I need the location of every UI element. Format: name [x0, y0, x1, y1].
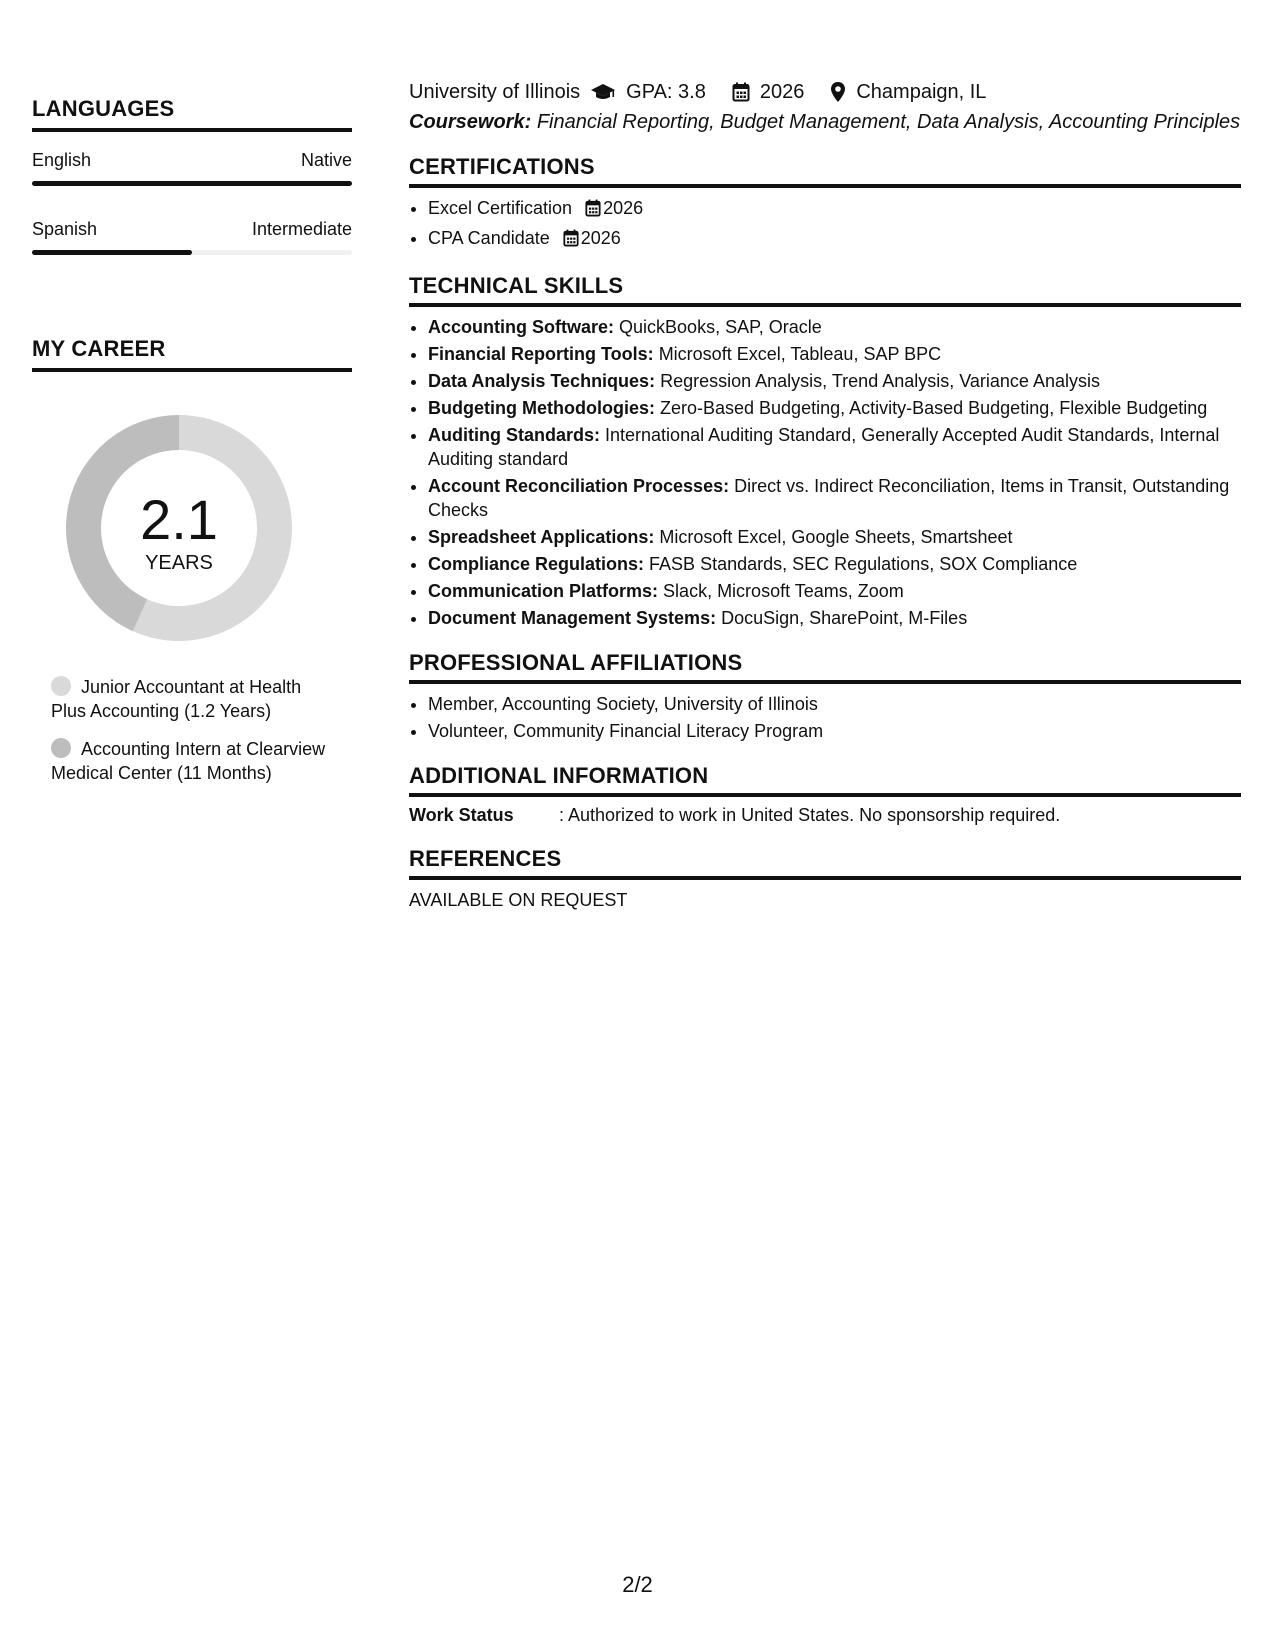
- skill-item: [428, 396, 1241, 420]
- skill-item: [428, 315, 1241, 339]
- coursework-label: Coursework:: [409, 111, 532, 133]
- affiliation-item: • Member, Accounting Society, University of Illinois: [428, 692, 1241, 716]
- certification-item: [428, 226, 1241, 253]
- skill-label: Data Analysis Techniques:: [428, 371, 656, 391]
- affiliation-item: • Volunteer, Community Financial Literacy Program: [428, 719, 1241, 743]
- graduation-cap-icon: [590, 82, 616, 102]
- skill-item: [428, 552, 1241, 576]
- language-proficiency-bar: [32, 181, 352, 186]
- certification-name: Excel Certification: [428, 198, 573, 218]
- work-status-label: Work Status: [409, 805, 514, 825]
- additional-info-heading: ADDITIONAL INFORMATION: [409, 763, 1241, 797]
- references-section: [409, 846, 1241, 911]
- skill-value: DocuSign, SharePoint, M-Files: [721, 608, 968, 628]
- coursework: [409, 110, 1241, 134]
- certification-year: 2026: [603, 198, 644, 218]
- skill-item: [428, 606, 1241, 630]
- skill-label: Communication Platforms:: [428, 581, 659, 601]
- right-column: [409, 78, 1241, 911]
- career-role-label: Junior Accountant at Health Plus Accounting (1.2 Years): [51, 677, 302, 721]
- additional-info-section: [409, 763, 1241, 826]
- certifications-section: [409, 154, 1241, 253]
- language-proficiency-fill: [32, 250, 192, 255]
- skill-value: QuickBooks, SAP, Oracle: [619, 317, 822, 337]
- location-pin-icon: [830, 81, 846, 103]
- skill-item: [428, 579, 1241, 603]
- legend-dot: [51, 676, 71, 696]
- technical-skills-heading: TECHNICAL SKILLS: [409, 273, 1241, 307]
- work-status-row: [409, 805, 1241, 826]
- languages-heading: LANGUAGES: [32, 96, 352, 132]
- skill-label: Auditing Standards:: [428, 425, 600, 445]
- skill-value: Regression Analysis, Trend Analysis, Variance Analysis: [660, 371, 1100, 391]
- coursework-text: Financial Reporting, Budget Management, Data Analysis, Accounting Principles: [536, 111, 1241, 133]
- career-total-unit: YEARS: [145, 552, 213, 574]
- language-proficiency-fill: [32, 181, 352, 186]
- career-legend-item: [51, 675, 341, 723]
- skill-label: Accounting Software:: [428, 317, 615, 337]
- skill-value: Microsoft Excel, Tableau, SAP BPC: [658, 344, 942, 364]
- graduation-year: 2026: [759, 80, 805, 103]
- language-level: Intermediate: [251, 219, 352, 239]
- skill-label: Account Reconciliation Processes:: [428, 476, 730, 496]
- affiliations-heading: PROFESSIONAL AFFILIATIONS: [409, 650, 1241, 684]
- skill-item: [428, 423, 1241, 471]
- references-text: AVAILABLE ON REQUEST: [409, 890, 628, 910]
- certifications-heading: CERTIFICATIONS: [409, 154, 1241, 188]
- career-legend-item: [51, 737, 341, 785]
- work-status-value: : Authorized to work in United States. No sponsorship required.: [559, 805, 1061, 825]
- calendar-icon: [585, 199, 601, 223]
- skill-value: Direct vs. Indirect Reconciliation, Items in Transit, Outstanding Checks: [428, 476, 1230, 520]
- skill-item: [428, 369, 1241, 393]
- skill-label: Spreadsheet Applications:: [428, 527, 655, 547]
- gpa: GPA: 3.8: [626, 80, 706, 103]
- language-name: Spanish: [32, 219, 98, 239]
- skill-value: FASB Standards, SEC Regulations, SOX Compliance: [649, 554, 1078, 574]
- technical-skills-section: [409, 273, 1241, 630]
- language-item-spanish: [32, 219, 352, 255]
- school-name: University of Illinois: [409, 80, 581, 103]
- skill-value: International Auditing Standard, Generally Accepted Audit Standards, Internal Auditing standard: [428, 425, 1220, 469]
- career-total-value: 2.1: [140, 488, 218, 551]
- skill-label: Financial Reporting Tools:: [428, 344, 654, 364]
- location: Champaign, IL: [856, 80, 987, 103]
- skill-item: [428, 342, 1241, 366]
- certification-item: [428, 196, 1241, 223]
- certification-name: CPA Candidate: [428, 228, 550, 248]
- skill-label: Budgeting Methodologies:: [428, 398, 655, 418]
- skill-label: Document Management Systems:: [428, 608, 717, 628]
- career-donut-chart: [66, 415, 292, 641]
- language-proficiency-bar: [32, 250, 352, 255]
- certification-year: 2026: [580, 228, 621, 248]
- references-heading: REFERENCES: [409, 846, 1241, 880]
- career-legend: [51, 675, 341, 799]
- skill-item: [428, 525, 1241, 549]
- calendar-icon: [732, 82, 750, 102]
- page-number: 2/2: [622, 1572, 653, 1597]
- language-name: English: [32, 150, 92, 170]
- career-heading: MY CAREER: [32, 336, 352, 372]
- skill-item: [428, 474, 1241, 522]
- legend-dot: [51, 738, 71, 758]
- skill-value: Microsoft Excel, Google Sheets, Smartsheet: [659, 527, 1013, 547]
- education-line: [409, 78, 1241, 106]
- skill-value: Slack, Microsoft Teams, Zoom: [663, 581, 904, 601]
- skill-label: Compliance Regulations:: [428, 554, 645, 574]
- calendar-icon: [563, 229, 579, 253]
- language-item-english: [32, 150, 352, 186]
- career-role-label: Accounting Intern at Clearview Medical Center (11 Months): [51, 739, 326, 783]
- affiliations-section: [409, 650, 1241, 743]
- skill-value: Zero-Based Budgeting, Activity-Based Budgeting, Flexible Budgeting: [659, 398, 1208, 418]
- language-level: Native: [300, 150, 352, 170]
